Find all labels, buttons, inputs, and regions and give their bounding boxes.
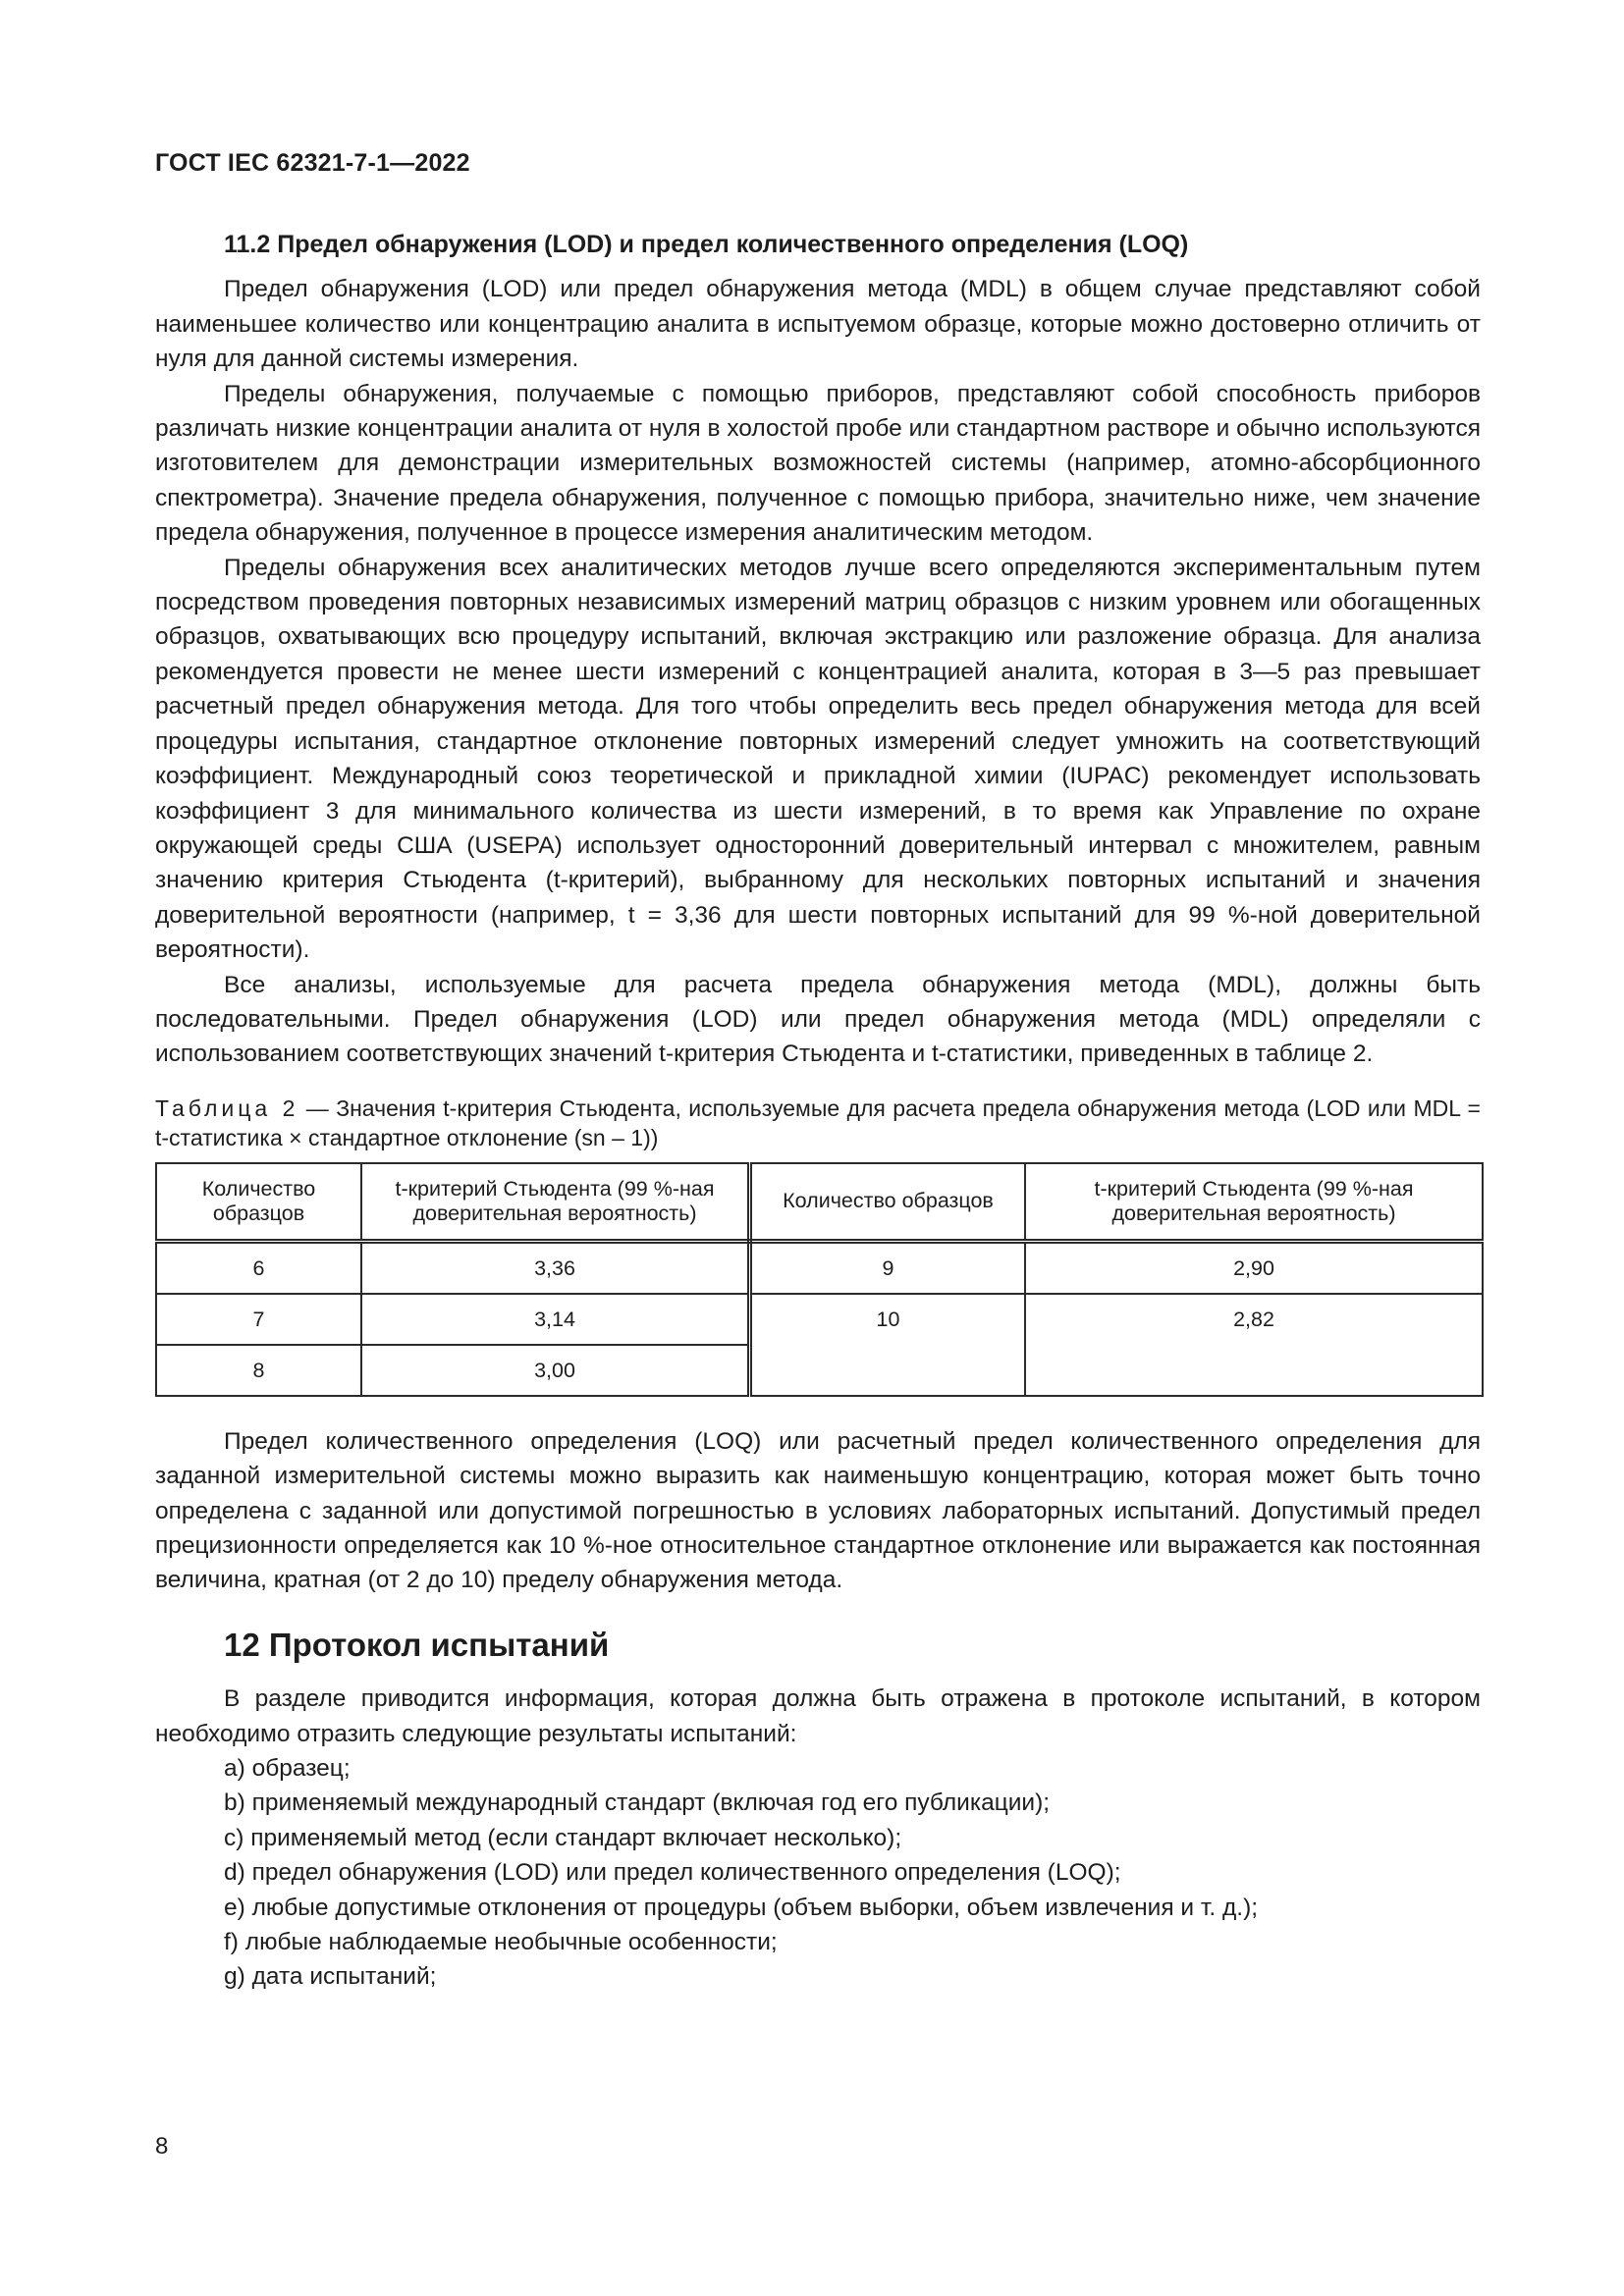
section-11-2-heading: 11.2 Предел обнаружения (LOD) и предел количественного определения (LOQ) [224,231,1189,258]
student-t-table [155,1162,1484,1397]
paragraph-method-limits: Пределы обнаружения всех аналитических методов лучше всего определяются экспериментальным путем посредством проведения повторных независимых измерений матриц образцов с низким уровнем или обогащенных образцов, охватывающих всю процедуру испытаний, включая экстракцию или разложение образца. Для анализа рекомендуется провести не менее шести измерений с концентрацией аналита, которая в 3—5 раз превышает расчетный предел обнаружения метода. Для того чтобы определить весь предел обнаружения метода для всей процедуры испытания, стандартное отклонение повторных измерений следует умножить на соответствующий коэффициент. Международный союз теоретической и прикладной химии (IUPAC) рекомендует использовать коэффициент 3 для минимального количества из шести измерений, в то время как Управление по охране окружающей среды США (USEPA) использует односторонний доверительный интервал с множителем, равным значению критерия Стьюдента (t-критерий), выбранному для нескольких повторных испытаний и значения доверительной вероятности (например, t = 3,36 для шести повторных испытаний для 99 %-ной доверительной вероятности). [155,554,1481,964]
table-caption-label: Таблица 2 [155,1095,299,1121]
paragraph-loq-definition: Предел количественного определения (LOQ) или расчетный предел количественного определения для заданной измерительной системы можно выразить как наименьшую концентрацию, которая может быть точно определена с заданной или допустимой погрешностью в условиях лабораторных испытаний. Допустимый предел прецизионности определяется как 10 %-ное относительное стандартное отклонение или выражается как постоянная величина, кратная (от 2 до 10) пределу обнаружения метода. [155,1427,1481,1594]
page-number: 8 [155,2133,169,2160]
table-cell: 3,00 [361,1345,750,1396]
list-item: e) любые допустимые отклонения от процедуры (объем выборки, объем извлечения и т. д.); [224,1894,1259,1921]
page-content [155,228,1481,1995]
table-row [156,1294,1483,1345]
list-item: b) применяемый международный стандарт (включая год его публикации); [224,1789,1051,1817]
list-item: g) дата испытаний; [224,1963,437,1991]
list-item: c) применяемый метод (если стандарт включает несколько); [224,1824,902,1851]
report-items-list [155,1751,1481,1995]
list-item: f) любые наблюдаемые необычные особенности; [224,1929,778,1956]
table-caption [155,1094,1481,1152]
table-cell: 3,14 [361,1294,750,1345]
paragraph-instrument-limits: Пределы обнаружения, получаемые с помощью приборов, представляют собой способность приборов различать низкие концентрации аналита от нуля в холостой пробе или стандартном растворе и обычно используются изготовителем для демонстрации измерительных возможностей системы (например, атомно-абсорбционного спектрометра). Значение предела обнаружения, полученное с помощью прибора, значительно ниже, чем значение предела обнаружения, полученное в процессе измерения аналитическим методом. [155,380,1481,547]
header-sample-count-1: Количество образцов [156,1163,361,1242]
paragraph-mdl-analyses: Все анализы, используемые для расчета предела обнаружения метода (MDL), должны быть последовательными. Предел обнаружения (LOD) или предел обнаружения метода (MDL) определяли с использованием соответствующих значений t-критерия Стьюдента и t-статистики, приведенных в таблице 2. [155,971,1481,1068]
header-t-value-1: t-критерий Стьюдента (99 %-ная доверительная вероятность) [361,1163,750,1242]
table-cell: 2,90 [1025,1241,1483,1294]
header-sample-count-2: Количество образцов [750,1163,1026,1242]
table-cell: 9 [750,1241,1026,1294]
table-cell: 6 [156,1241,361,1294]
document-id: ГОСТ IEC 62321-7-1—2022 [155,149,470,177]
header-t-value-2: t-критерий Стьюдента (99 %-ная доверительная вероятность) [1025,1163,1483,1242]
list-item: a) образец; [224,1755,351,1782]
table-cell: 10 [750,1294,1026,1396]
table-row [156,1241,1483,1294]
list-item: d) предел обнаружения (LOD) или предел количественного определения (LOQ); [224,1859,1121,1887]
table-cell: 3,36 [361,1241,750,1294]
paragraph-report-intro: В разделе приводится информация, которая должна быть отражена в протоколе испытаний, в котором необходимо отразить следующие результаты испытаний: [155,1685,1481,1747]
table-cell: 2,82 [1025,1294,1483,1396]
table-caption-text: — Значения t-критерия Стьюдента, используемые для расчета предела обнаружения метода (LOD или MDL = t-статистика × стандартное отклонение (sn – 1)) [155,1095,1481,1150]
table-cell: 8 [156,1345,361,1396]
section-12-heading: 12 Протокол испытаний [224,1626,610,1663]
table-cell: 7 [156,1294,361,1345]
paragraph-lod-definition: Предел обнаружения (LOD) или предел обнаружения метода (MDL) в общем случае представляют собой наименьшее количество или концентрацию аналита в испытуемом образце, которые можно достоверно отличить от нуля для данной системы измерения. [155,276,1481,373]
